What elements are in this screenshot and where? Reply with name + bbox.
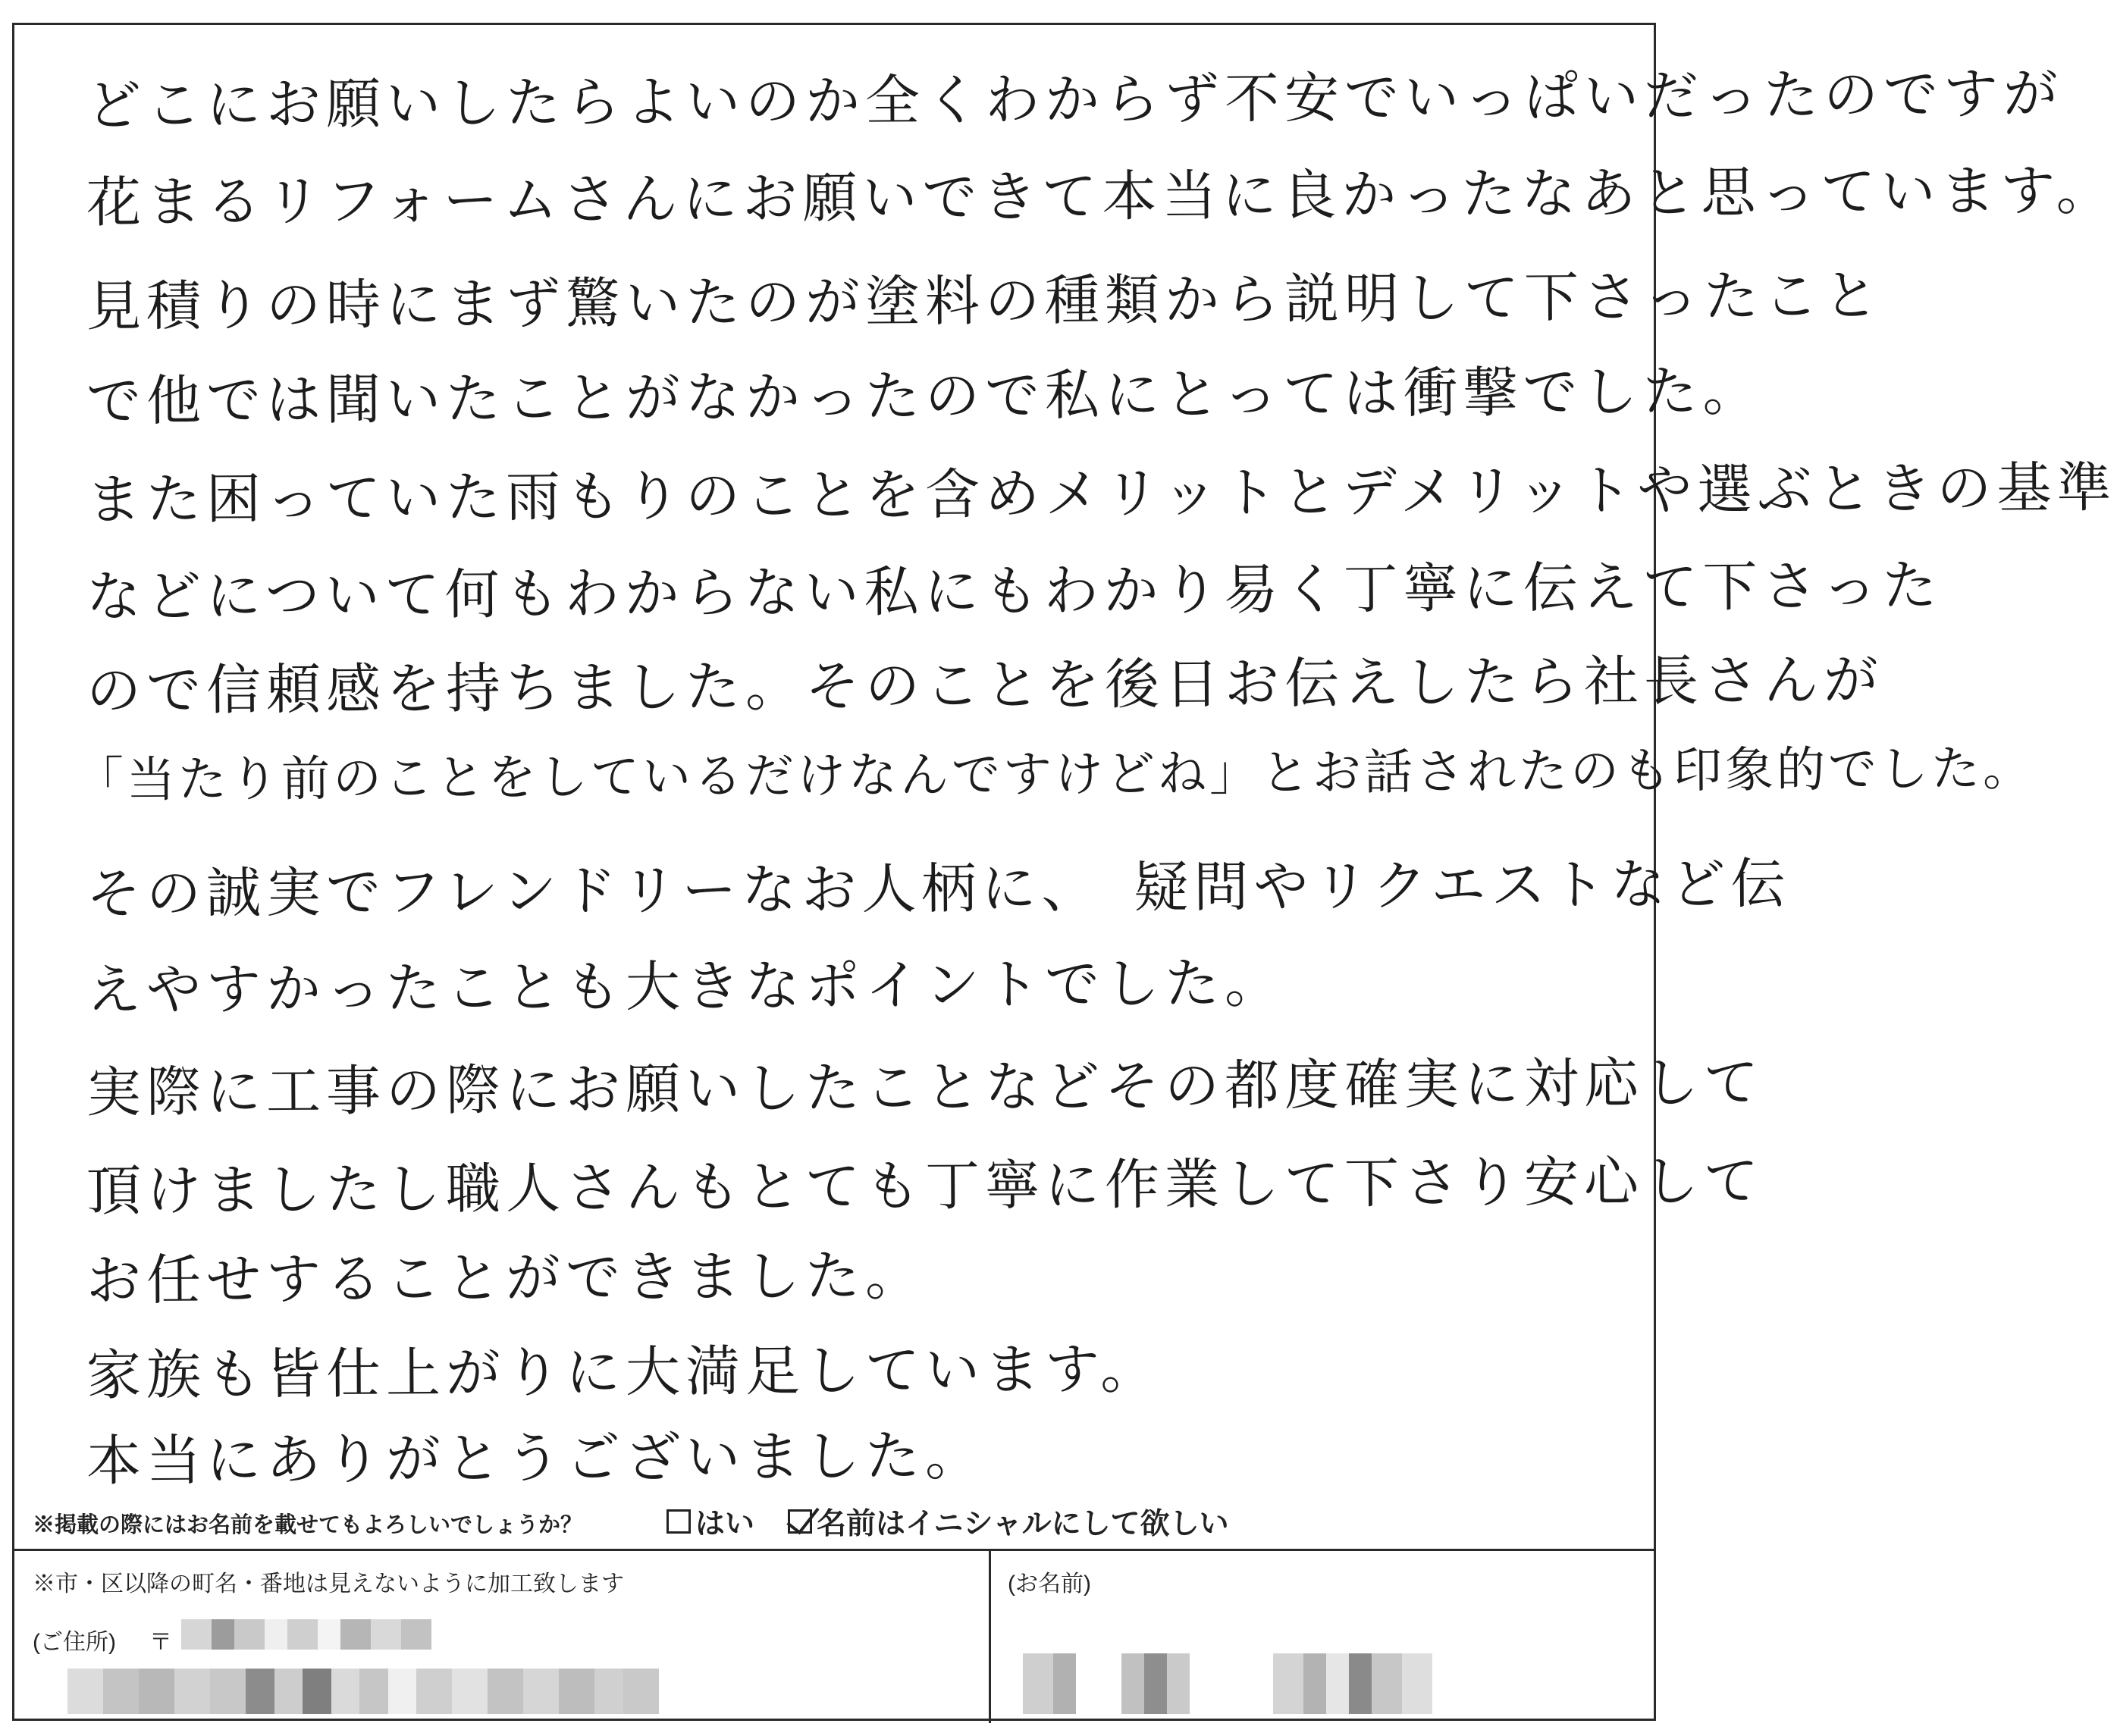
redacted-name xyxy=(1023,1653,1447,1714)
letter-line: などについて何もわからない私にもわかり易く丁寧に伝えて下さった xyxy=(86,553,1943,628)
letter-line: 花まるリフォームさんにお願いできて本当に良かったなあと思っています。 xyxy=(86,158,2116,234)
contact-info-area xyxy=(14,1549,1654,1723)
checkbox-yes[interactable] xyxy=(666,1509,691,1534)
checkmark-icon xyxy=(786,1499,819,1535)
letter-line: 本当にありがとうございました。 xyxy=(86,1423,986,1493)
letter-line: その誠実でフレンドリーなお人柄に、 疑問やリクエストなど伝 xyxy=(86,851,1791,926)
checkbox-initials[interactable] xyxy=(788,1509,812,1534)
letter-line: どこにお願いしたらよいのか全くわからず不安でいっぱいだったのですが xyxy=(86,61,2064,137)
publish-consent-row xyxy=(14,1493,1654,1547)
letter-line: えやすかったことも大きなポイントでした。 xyxy=(86,951,1285,1022)
redacted-address xyxy=(67,1669,659,1714)
column-divider xyxy=(989,1551,991,1723)
option-yes-label: はい xyxy=(695,1508,755,1540)
consent-question: ※掲載の際にはお名前を載せてもよろしいでしょうか？ xyxy=(33,1513,583,1537)
letter-line: 頂けましたし職人さんもとても丁寧に作業して下さり安心して xyxy=(86,1148,1764,1223)
handwritten-letter xyxy=(14,25,2117,1496)
option-initials[interactable] xyxy=(788,1500,1229,1543)
letter-line: お任せすることができました。 xyxy=(86,1243,926,1312)
letter-line: 見積りの時にまず驚いたのが塗料の種類から説明して下さったこと xyxy=(86,263,1884,338)
privacy-note: ※市・区以降の町名・番地は見えないように加工致します xyxy=(33,1571,624,1597)
address-label: (ご住所) xyxy=(33,1630,116,1655)
postal-mark: 〒 xyxy=(149,1630,172,1655)
name-label: (お名前) xyxy=(1008,1571,1091,1597)
option-yes[interactable] xyxy=(666,1500,754,1543)
letter-line: で他では聞いたことがなかったので私にとっては衝撃でした。 xyxy=(86,359,1763,433)
letter-line: 実際に工事の際にお願いしたことなどその都度確実に対応して xyxy=(86,1050,1764,1124)
redacted-postal-code xyxy=(181,1619,431,1650)
letter-line: また困っていた雨もりのことを含めメリットとデメリットや選ぶときの基準 xyxy=(86,455,2117,531)
survey-sheet xyxy=(12,23,2117,1721)
letter-line: 家族も皆仕上がりに大満足しています。 xyxy=(86,1336,1161,1407)
letter-line: ので信頼感を持ちました。そのことを後日お伝えしたら社長さんが xyxy=(86,647,1884,722)
option-initials-label: 名前はイニシャルにして欲しい xyxy=(817,1508,1229,1540)
letter-line: 「当たり前のことをしているだけなんですけどね」とお話されたのも印象的でした。 xyxy=(74,741,2035,809)
